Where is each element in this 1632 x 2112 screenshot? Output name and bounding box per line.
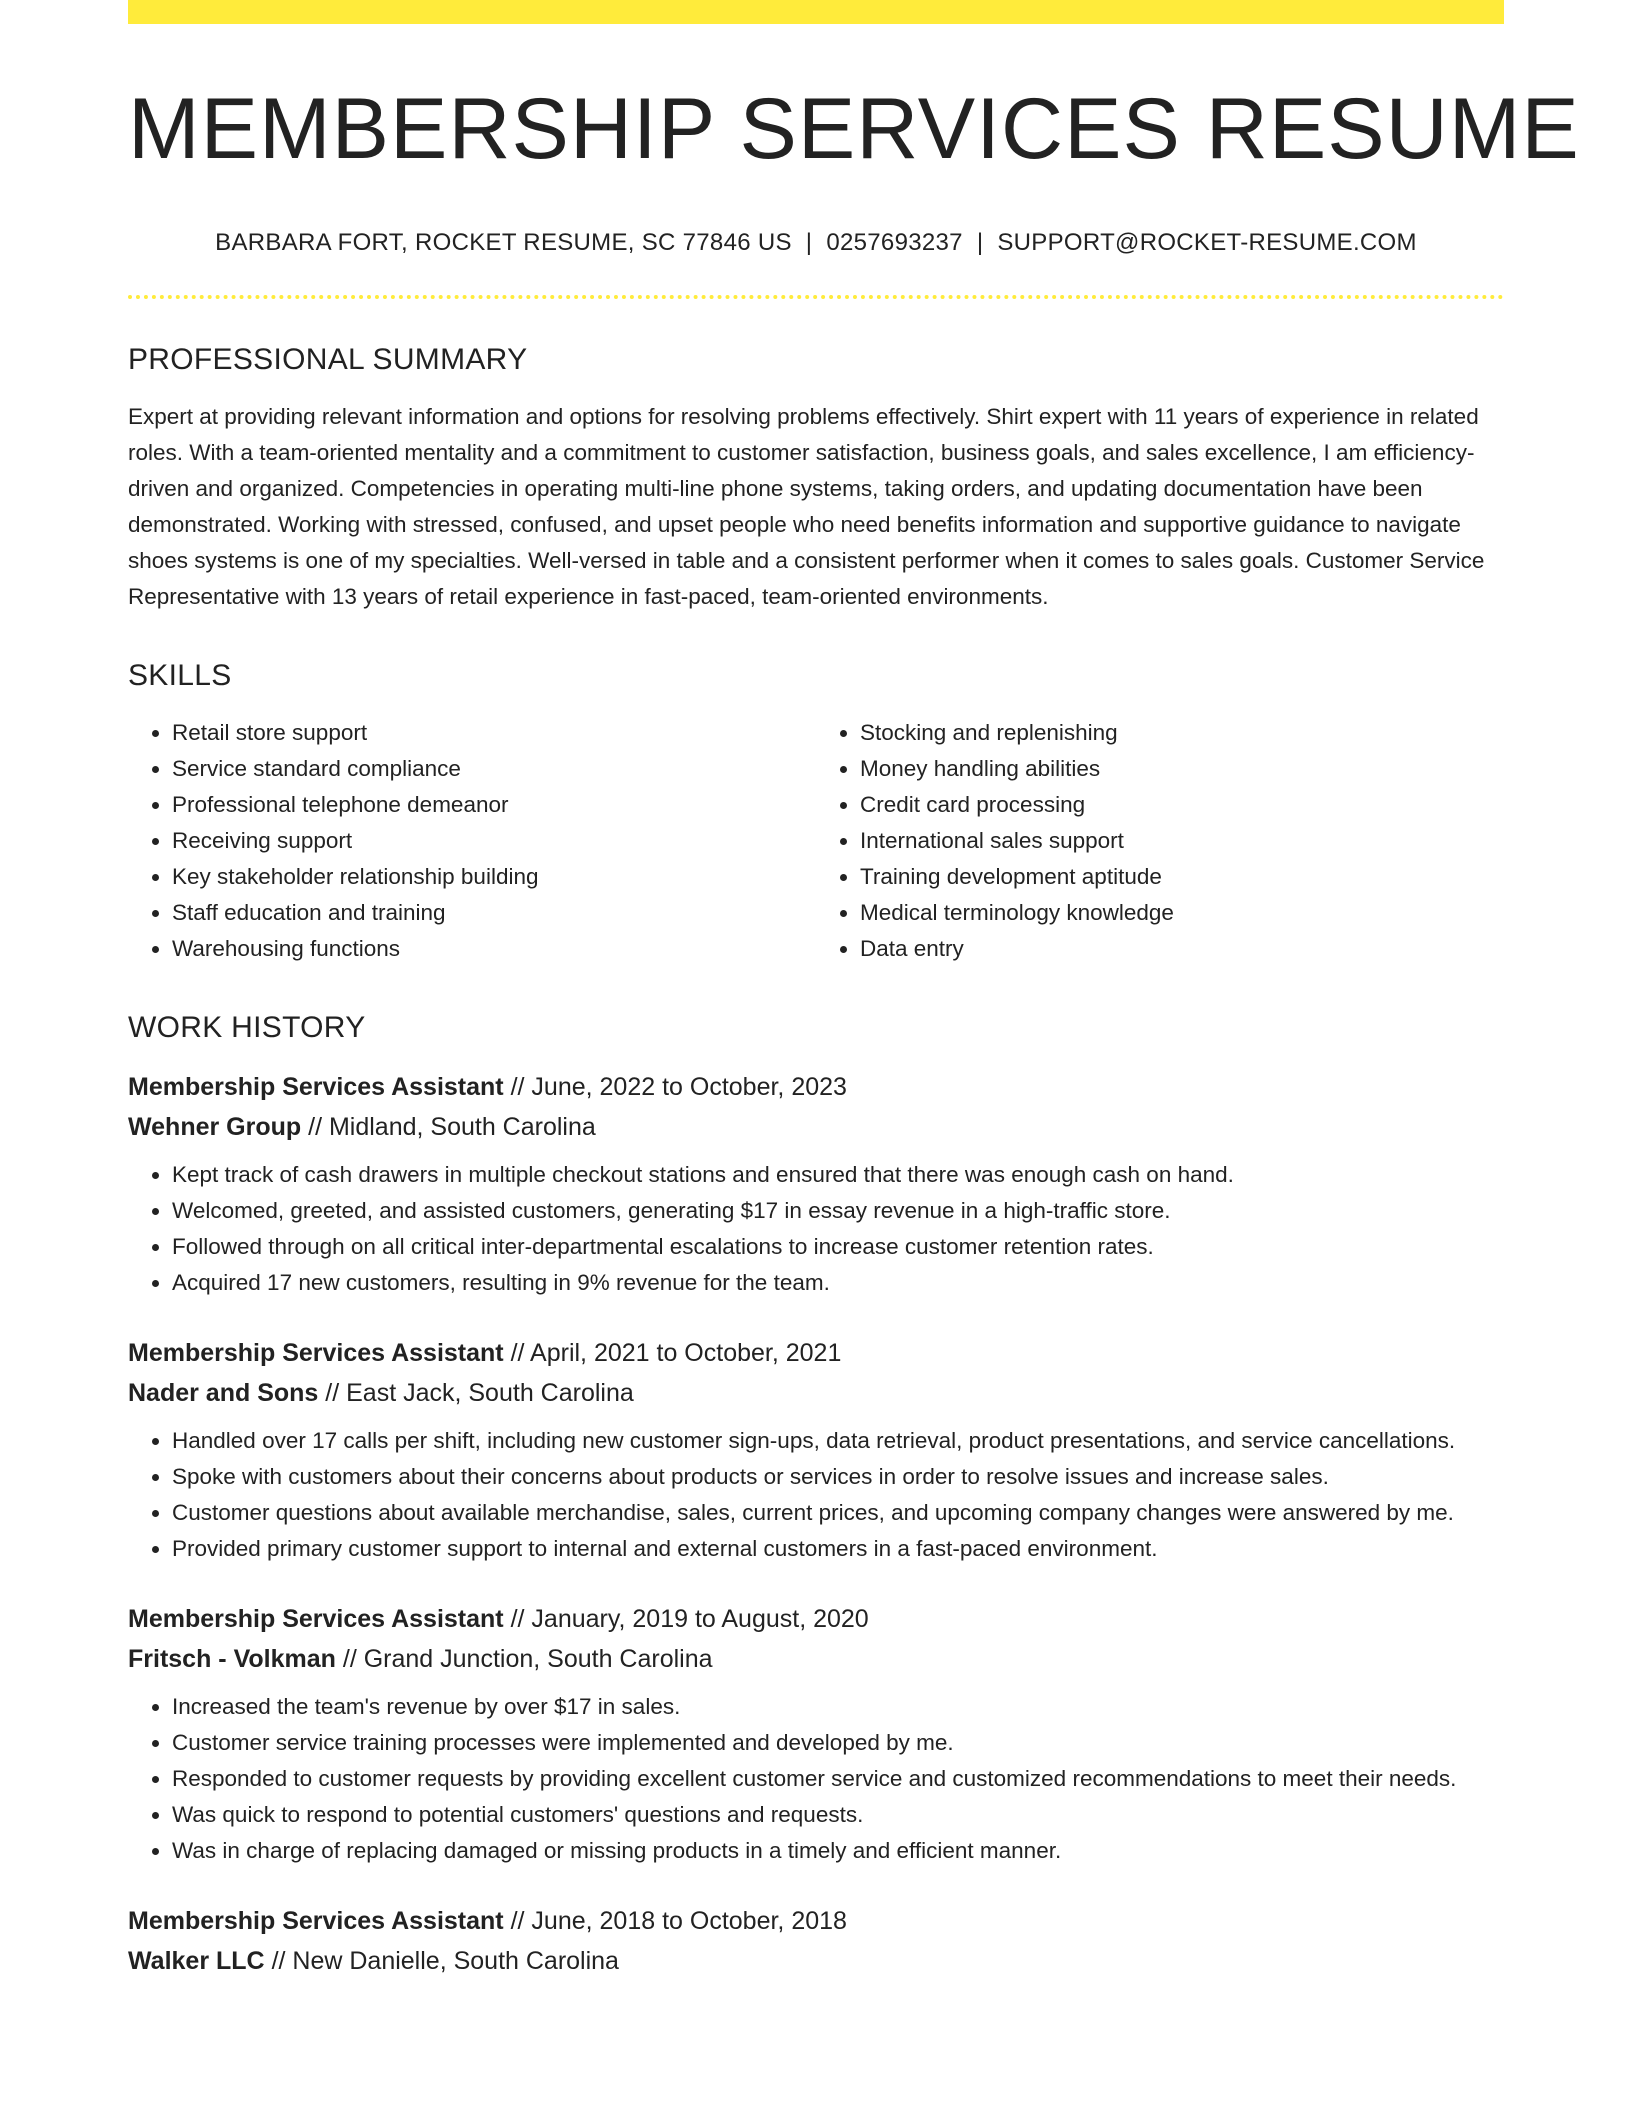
job-title: Membership Services Assistant xyxy=(128,1338,504,1367)
job-title: Membership Services Assistant xyxy=(128,1604,504,1633)
skill-item: • Medical terminology knowledge xyxy=(860,895,1504,931)
job-title: Membership Services Assistant xyxy=(128,1906,504,1935)
skills-list-right xyxy=(816,715,1504,967)
contact-separator: | xyxy=(805,228,813,256)
skill-item: • Staff education and training xyxy=(172,895,816,931)
contact-address: BARBARA FORT, ROCKET RESUME, SC 77846 US xyxy=(215,228,792,256)
skill-item: • Stocking and replenishing xyxy=(860,715,1504,751)
job-entry xyxy=(128,1901,1504,1981)
job-bullet: • Welcomed, greeted, and assisted customers, generating $17 in essay revenue in a high-traffic store. xyxy=(172,1193,1504,1229)
job-bullet: • Customer questions about available merchandise, sales, current prices, and upcoming company changes were answered by me. xyxy=(172,1495,1504,1531)
job-title-line xyxy=(128,1333,1504,1373)
job-company: Nader and Sons xyxy=(128,1378,319,1407)
skills-columns xyxy=(128,715,1504,967)
job-title: Membership Services Assistant xyxy=(128,1072,504,1101)
skills-section xyxy=(128,659,1504,967)
job-title-line xyxy=(128,1901,1504,1941)
skill-item: • Receiving support xyxy=(172,823,816,859)
job-bullets xyxy=(128,1689,1504,1869)
resume-title: MEMBERSHIP SERVICES RESUME xyxy=(128,81,1580,177)
accent-top-bar xyxy=(128,0,1504,24)
job-company: Fritsch - Volkman xyxy=(128,1644,336,1673)
job-entry xyxy=(128,1333,1504,1567)
job-company: Wehner Group xyxy=(128,1112,302,1141)
job-bullets xyxy=(128,1157,1504,1301)
job-dates: // June, 2018 to October, 2018 xyxy=(510,1906,847,1935)
contact-line xyxy=(128,229,1504,257)
resume-page xyxy=(128,0,1580,2013)
summary-heading: PROFESSIONAL SUMMARY xyxy=(128,342,528,376)
skill-item: • Money handling abilities xyxy=(860,751,1504,787)
job-company-line xyxy=(128,1639,1504,1679)
job-bullet: • Increased the team's revenue by over $17 in sales. xyxy=(172,1689,1504,1725)
job-bullet: • Was quick to respond to potential customers' questions and requests. xyxy=(172,1797,1504,1833)
contact-phone: 0257693237 xyxy=(826,228,963,256)
summary-text: Expert at providing relevant information and options for resolving problems effectively. Shirt expert with 11 years of experience in related roles. With a team-oriented mentality and a commitment to customer satisfaction, business goals, and sales excellence, I am efficiency-driven and organized. Competencies in operating multi-line phone systems, taking orders, and updating documentation have been demonstrated. Working with stressed, confused, and upset people who need benefits information and supportive guidance to navigate shoes systems is one of my specialties. Well-versed in table and a consistent performer when it comes to sales goals. Customer Service Representative with 13 years of retail experience in fast-paced, team-oriented environments. xyxy=(128,403,1485,609)
skills-list-left xyxy=(128,715,816,967)
skill-item: • Service standard compliance xyxy=(172,751,816,787)
job-bullet: • Customer service training processes were implemented and developed by me. xyxy=(172,1725,1504,1761)
job-entry xyxy=(128,1599,1504,1869)
job-title-line xyxy=(128,1599,1504,1639)
job-location: // East Jack, South Carolina xyxy=(325,1378,634,1407)
skill-item: • Training development aptitude xyxy=(860,859,1504,895)
job-dates: // January, 2019 to August, 2020 xyxy=(510,1604,869,1633)
skill-item: • International sales support xyxy=(860,823,1504,859)
job-bullet: • Provided primary customer support to internal and external customers in a fast-paced environment. xyxy=(172,1531,1504,1567)
job-location: // New Danielle, South Carolina xyxy=(271,1946,619,1975)
skill-item: • Retail store support xyxy=(172,715,816,751)
job-dates: // June, 2022 to October, 2023 xyxy=(510,1072,847,1101)
job-location: // Midland, South Carolina xyxy=(308,1112,596,1141)
skill-item: • Professional telephone demeanor xyxy=(172,787,816,823)
skill-item: • Warehousing functions xyxy=(172,931,816,967)
skill-item: • Key stakeholder relationship building xyxy=(172,859,816,895)
summary-section xyxy=(128,343,1504,615)
job-bullet: • Acquired 17 new customers, resulting in 9% revenue for the team. xyxy=(172,1265,1504,1301)
job-dates: // April, 2021 to October, 2021 xyxy=(510,1338,842,1367)
job-company-line xyxy=(128,1373,1504,1413)
job-company-line xyxy=(128,1107,1504,1147)
job-company: Walker LLC xyxy=(128,1946,265,1975)
dotted-divider xyxy=(128,295,1504,299)
job-title-line xyxy=(128,1067,1504,1107)
work-history-heading: WORK HISTORY xyxy=(128,1010,366,1044)
skill-item: • Data entry xyxy=(860,931,1504,967)
skills-heading: SKILLS xyxy=(128,658,232,692)
job-company-line xyxy=(128,1941,1504,1981)
job-bullet: • Responded to customer requests by providing excellent customer service and customized recommendations to meet their needs. xyxy=(172,1761,1504,1797)
job-bullet: • Followed through on all critical inter-departmental escalations to increase customer retention rates. xyxy=(172,1229,1504,1265)
job-location: // Grand Junction, South Carolina xyxy=(342,1644,713,1673)
job-bullet: • Handled over 17 calls per shift, including new customer sign-ups, data retrieval, product presentations, and service cancellations. xyxy=(172,1423,1504,1459)
skill-item: • Credit card processing xyxy=(860,787,1504,823)
job-bullet: • Was in charge of replacing damaged or missing products in a timely and efficient manner. xyxy=(172,1833,1504,1869)
job-bullet: • Spoke with customers about their concerns about products or services in order to resolve issues and increase sales. xyxy=(172,1459,1504,1495)
contact-separator: | xyxy=(976,228,984,256)
job-bullet: • Kept track of cash drawers in multiple checkout stations and ensured that there was enough cash on hand. xyxy=(172,1157,1504,1193)
work-history-section xyxy=(128,1011,1504,1981)
job-entry xyxy=(128,1067,1504,1301)
job-bullets xyxy=(128,1423,1504,1567)
contact-email: SUPPORT@ROCKET-RESUME.COM xyxy=(997,228,1417,256)
